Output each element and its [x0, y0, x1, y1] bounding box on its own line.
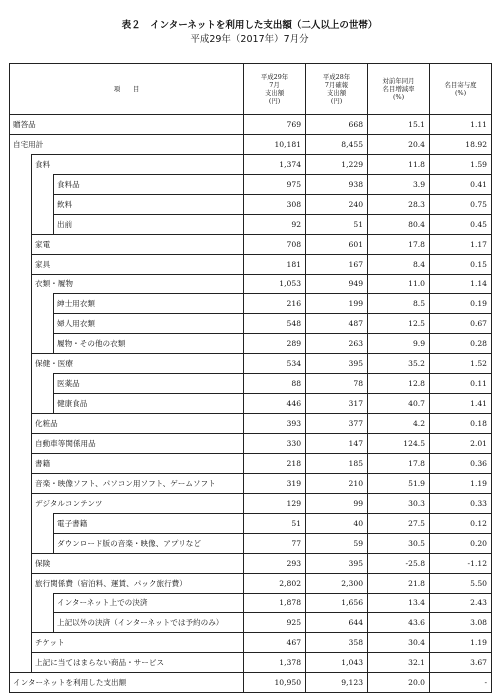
row-value-v3: 13.4 [368, 593, 430, 613]
row-value-v2: 210 [306, 473, 368, 493]
row-value-v4: 0.18 [430, 414, 492, 434]
table-row [10, 314, 492, 334]
indent-cell [10, 374, 32, 394]
row-value-v4: 5.50 [430, 573, 492, 593]
table-row [10, 115, 492, 135]
indent-cell [10, 493, 32, 513]
row-value-v2: 40 [306, 513, 368, 533]
row-value-v4: 0.20 [430, 533, 492, 553]
row-value-v3: 11.8 [368, 154, 430, 174]
row-label: 音楽・映像ソフト、パソコン用ソフト、ゲームソフト [32, 473, 244, 493]
row-value-v4: 0.41 [430, 174, 492, 194]
row-value-v1: 51 [244, 513, 306, 533]
row-value-v1: 218 [244, 453, 306, 473]
row-value-v4: 2.01 [430, 434, 492, 454]
row-value-v3: 11.0 [368, 274, 430, 294]
indent-cell [32, 334, 54, 354]
row-label: 書籍 [32, 453, 244, 473]
indent-cell [10, 414, 32, 434]
table-row [10, 673, 492, 693]
row-value-v4: 1.19 [430, 473, 492, 493]
row-value-v1: 92 [244, 214, 306, 234]
indent-cell [10, 533, 32, 553]
row-label: 化粧品 [32, 414, 244, 434]
indent-cell [32, 174, 54, 194]
table-row [10, 174, 492, 194]
row-label: 履物・その他の衣類 [54, 334, 244, 354]
row-value-v3: 15.1 [368, 115, 430, 135]
row-value-v1: 10,950 [244, 673, 306, 693]
row-value-v2: 938 [306, 174, 368, 194]
row-label: 医薬品 [54, 374, 244, 394]
indent-cell [32, 194, 54, 214]
row-value-v3: 21.8 [368, 573, 430, 593]
table-row [10, 573, 492, 593]
row-value-v2: 263 [306, 334, 368, 354]
indent-cell [10, 394, 32, 414]
row-value-v4: 0.36 [430, 453, 492, 473]
row-label: 自動車等関係用品 [32, 434, 244, 454]
row-value-v2: 487 [306, 314, 368, 334]
row-value-v1: 319 [244, 473, 306, 493]
row-label: 家電 [32, 234, 244, 254]
row-label: 旅行関係費（宿泊料、運賃、パック旅行費） [32, 573, 244, 593]
table-row [10, 414, 492, 434]
row-value-v2: 317 [306, 394, 368, 414]
row-value-v2: 167 [306, 254, 368, 274]
row-value-v2: 51 [306, 214, 368, 234]
row-label: 健康食品 [54, 394, 244, 414]
row-value-v2: 99 [306, 493, 368, 513]
row-value-v2: 147 [306, 434, 368, 454]
row-value-v3: 35.2 [368, 354, 430, 374]
row-value-v1: 330 [244, 434, 306, 454]
indent-cell [10, 194, 32, 214]
table-title: 表２ インターネットを利用した支出額（二人以上の世帯） [121, 20, 378, 31]
table-row [10, 214, 492, 234]
row-value-v1: 446 [244, 394, 306, 414]
row-value-v4: - [430, 673, 492, 693]
indent-cell [10, 453, 32, 473]
indent-cell [32, 613, 54, 633]
indent-cell [10, 513, 32, 533]
row-value-v2: 395 [306, 354, 368, 374]
indent-cell [10, 434, 32, 454]
row-value-v1: 769 [244, 115, 306, 135]
row-value-v1: 2,802 [244, 573, 306, 593]
table-row [10, 294, 492, 314]
row-value-v1: 289 [244, 334, 306, 354]
table-row [10, 533, 492, 553]
row-value-v1: 77 [244, 533, 306, 553]
row-value-v3: 8.4 [368, 254, 430, 274]
table-row [10, 633, 492, 653]
indent-cell [32, 314, 54, 334]
row-value-v2: 1,043 [306, 653, 368, 673]
indent-cell [10, 354, 32, 374]
row-value-v1: 708 [244, 234, 306, 254]
table-subtitle: 平成29年（2017年）7月分 [190, 34, 309, 45]
header-col3: 対前年同月 名目増減率 (%) [368, 64, 430, 115]
row-value-v3: 20.0 [368, 673, 430, 693]
row-value-v4: 0.75 [430, 194, 492, 214]
row-value-v4: 0.12 [430, 513, 492, 533]
indent-cell [32, 533, 54, 553]
row-value-v4: 1.14 [430, 274, 492, 294]
row-label: 保険 [32, 553, 244, 573]
row-value-v3: 32.1 [368, 653, 430, 673]
row-value-v2: 199 [306, 294, 368, 314]
row-value-v4: 0.33 [430, 493, 492, 513]
table-row [10, 513, 492, 533]
row-value-v2: 1,656 [306, 593, 368, 613]
row-label: デジタルコンテンツ [32, 493, 244, 513]
indent-cell [32, 214, 54, 234]
indent-cell [32, 593, 54, 613]
row-value-v2: 395 [306, 553, 368, 573]
row-value-v3: 27.5 [368, 513, 430, 533]
row-label: 飲料 [54, 194, 244, 214]
row-value-v2: 59 [306, 533, 368, 553]
table-row [10, 653, 492, 673]
indent-cell [10, 573, 32, 593]
table-header-row [10, 64, 492, 115]
table-row [10, 154, 492, 174]
row-label: 衣類・履物 [32, 274, 244, 294]
indent-cell [10, 613, 32, 633]
row-value-v4: 0.11 [430, 374, 492, 394]
row-value-v4: 1.11 [430, 115, 492, 135]
row-value-v4: 2.43 [430, 593, 492, 613]
row-label: 食料 [32, 154, 244, 174]
table-row [10, 334, 492, 354]
row-value-v2: 377 [306, 414, 368, 434]
row-value-v4: 0.28 [430, 334, 492, 354]
row-value-v3: 12.5 [368, 314, 430, 334]
row-value-v2: 949 [306, 274, 368, 294]
row-value-v2: 601 [306, 234, 368, 254]
row-value-v2: 240 [306, 194, 368, 214]
row-value-v3: 9.9 [368, 334, 430, 354]
row-value-v1: 308 [244, 194, 306, 214]
row-value-v3: 12.8 [368, 374, 430, 394]
row-value-v4: -1.12 [430, 553, 492, 573]
table-row [10, 453, 492, 473]
row-value-v2: 2,300 [306, 573, 368, 593]
row-value-v3: 43.6 [368, 613, 430, 633]
table-row [10, 374, 492, 394]
row-value-v1: 129 [244, 493, 306, 513]
indent-cell [10, 294, 32, 314]
row-value-v1: 88 [244, 374, 306, 394]
row-value-v2: 1,229 [306, 154, 368, 174]
indent-cell [10, 254, 32, 274]
indent-cell [10, 234, 32, 254]
table-row [10, 493, 492, 513]
indent-cell [10, 274, 32, 294]
row-label: 紳士用衣類 [54, 294, 244, 314]
row-value-v4: 3.08 [430, 613, 492, 633]
row-value-v1: 925 [244, 613, 306, 633]
indent-cell [32, 374, 54, 394]
row-value-v2: 9,123 [306, 673, 368, 693]
row-label: 家具 [32, 254, 244, 274]
table-row [10, 434, 492, 454]
row-value-v3: 124.5 [368, 434, 430, 454]
row-value-v3: 3.9 [368, 174, 430, 194]
table-row [10, 394, 492, 414]
row-value-v3: 51.9 [368, 473, 430, 493]
row-value-v1: 548 [244, 314, 306, 334]
row-value-v1: 393 [244, 414, 306, 434]
indent-cell [10, 633, 32, 653]
row-label: 出前 [54, 214, 244, 234]
row-label: 贈答品 [10, 115, 244, 135]
indent-cell [10, 334, 32, 354]
row-value-v1: 467 [244, 633, 306, 653]
table-body [10, 115, 492, 693]
expenditure-table [9, 63, 492, 693]
indent-cell [10, 154, 32, 174]
row-value-v1: 975 [244, 174, 306, 194]
row-value-v3: 17.8 [368, 234, 430, 254]
row-value-v1: 181 [244, 254, 306, 274]
row-value-v1: 1,878 [244, 593, 306, 613]
row-label: インターネットを利用した支出額 [10, 673, 244, 693]
indent-cell [32, 294, 54, 314]
row-label: 婦人用衣類 [54, 314, 244, 334]
row-value-v3: 30.4 [368, 633, 430, 653]
row-value-v3: 28.3 [368, 194, 430, 214]
row-value-v2: 358 [306, 633, 368, 653]
row-label: チケット [32, 633, 244, 653]
table-row [10, 254, 492, 274]
row-label: ダウンロード版の音楽・映像、アプリなど [54, 533, 244, 553]
header-col1: 平成29年 7月 支出額 (円) [244, 64, 306, 115]
row-value-v2: 668 [306, 115, 368, 135]
row-value-v4: 0.67 [430, 314, 492, 334]
row-label: 食料品 [54, 174, 244, 194]
row-value-v3: 20.4 [368, 134, 430, 154]
row-value-v1: 1,374 [244, 154, 306, 174]
row-value-v2: 644 [306, 613, 368, 633]
indent-cell [10, 473, 32, 493]
row-value-v1: 216 [244, 294, 306, 314]
table-row [10, 274, 492, 294]
row-label: インターネット上での決済 [54, 593, 244, 613]
row-value-v4: 3.67 [430, 653, 492, 673]
row-value-v1: 1,378 [244, 653, 306, 673]
row-value-v4: 1.41 [430, 394, 492, 414]
row-value-v2: 78 [306, 374, 368, 394]
indent-cell [10, 553, 32, 573]
table-row [10, 473, 492, 493]
row-value-v3: 80.4 [368, 214, 430, 234]
row-value-v3: 8.5 [368, 294, 430, 314]
row-value-v2: 185 [306, 453, 368, 473]
row-value-v4: 1.17 [430, 234, 492, 254]
row-value-v1: 534 [244, 354, 306, 374]
row-value-v3: 17.8 [368, 453, 430, 473]
indent-cell [10, 653, 32, 673]
indent-cell [32, 513, 54, 533]
row-value-v3: 4.2 [368, 414, 430, 434]
row-label: 電子書籍 [54, 513, 244, 533]
row-value-v4: 1.59 [430, 154, 492, 174]
row-value-v4: 0.45 [430, 214, 492, 234]
table-row [10, 613, 492, 633]
row-value-v4: 0.15 [430, 254, 492, 274]
indent-cell [10, 593, 32, 613]
row-value-v3: 30.3 [368, 493, 430, 513]
table-row [10, 194, 492, 214]
row-label: 上記以外の決済（インターネットでは予約のみ） [54, 613, 244, 633]
row-value-v4: 1.19 [430, 633, 492, 653]
row-value-v1: 1,053 [244, 274, 306, 294]
row-value-v1: 10,181 [244, 134, 306, 154]
row-value-v3: 30.5 [368, 533, 430, 553]
row-label: 上記に当てはまらない商品・サービス [32, 653, 244, 673]
row-value-v2: 8,455 [306, 134, 368, 154]
row-value-v3: -25.8 [368, 553, 430, 573]
row-value-v4: 0.19 [430, 294, 492, 314]
row-value-v3: 40.7 [368, 394, 430, 414]
header-item: 項 目 [10, 64, 244, 115]
row-label: 保健・医療 [32, 354, 244, 374]
indent-cell [32, 394, 54, 414]
row-value-v4: 18.92 [430, 134, 492, 154]
row-value-v1: 293 [244, 553, 306, 573]
table-row [10, 134, 492, 154]
table-row [10, 593, 492, 613]
header-col4: 名目寄与度 (%) [430, 64, 492, 115]
header-col2: 平成28年 7月確報 支出額 (円) [306, 64, 368, 115]
indent-cell [10, 174, 32, 194]
table-row [10, 234, 492, 254]
row-label: 自宅用計 [10, 134, 244, 154]
table-row [10, 553, 492, 573]
table-row [10, 354, 492, 374]
indent-cell [10, 214, 32, 234]
row-value-v4: 1.52 [430, 354, 492, 374]
indent-cell [10, 314, 32, 334]
